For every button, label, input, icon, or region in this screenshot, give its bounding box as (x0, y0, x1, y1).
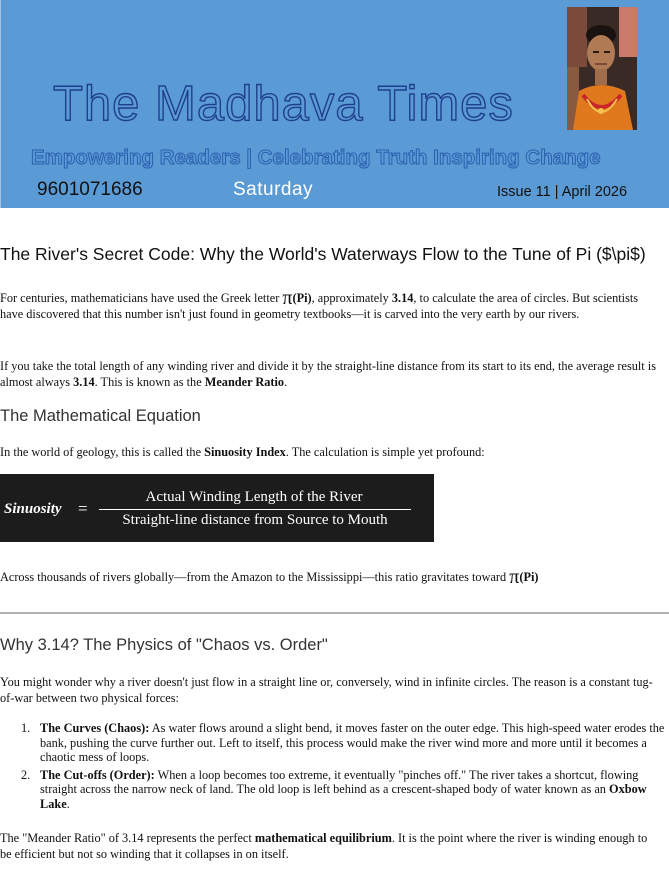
masthead-banner (0, 0, 669, 208)
list-item: 1. The Curves (Chaos): As water flows around a slight bend, it moves faster on the outer edge. This high-speed water erodes the bank, pushing the curve further out. Left to itself, this process would make the river wind more and more until it becomes a chaotic mess of loops. (21, 721, 665, 764)
fraction-bar (99, 509, 411, 510)
physics-intro-paragraph: You might wonder why a river doesn't just flow in a straight line or, conversely, wind in infinite circles. The reason is a constant tug-of-war between two physical forces: (0, 675, 653, 705)
issue-day: Saturday (233, 179, 314, 200)
section-heading-equation: The Mathematical Equation (0, 407, 201, 425)
sinuosity-formula (0, 474, 434, 542)
article-title: The River's Secret Code: Why the World's Waterways Flow to the Tune of Pi ($\pi$) (0, 244, 646, 264)
equilibrium-paragraph: The "Meander Ratio" of 3.14 represents the perfect mathematical equilibrium. It is the point where the river is winding enough to be efficient but not so winding that it collapses in on itself. (0, 831, 648, 861)
meander-ratio-paragraph: If you take the total length of any winding river and divide it by the straight-line distance from its start to its end, the average result is almost always 3.14. This is known as the Meander Ratio. (0, 359, 657, 389)
newspaper-masthead: The Madhava Times (53, 77, 514, 131)
formula-lhs: Sinuosity (4, 501, 62, 517)
issue-number-date: Issue 11 | April 2026 (497, 184, 628, 200)
contact-phone: 9601071686 (37, 179, 143, 200)
intro-paragraph: For centuries, mathematicians have used the Greek letter π(Pi), approximately 3.14, to calculate the area of circles. But scientists have discovered that this number isn't just found in geometry textbooks—it is carved into the very earth by our rivers. (0, 287, 639, 321)
pi-symbol: π (509, 566, 520, 588)
author-photo (567, 7, 637, 130)
formula-equals: = (78, 499, 88, 518)
sinuosity-paragraph: In the world of geology, this is called the Sinuosity Index. The calculation is simple yet profound: (0, 445, 485, 459)
pi-symbol: π (282, 287, 293, 309)
newspaper-tagline: Empowering Readers | Celebrating Truth Inspiring Change (31, 146, 601, 169)
global-rivers-paragraph: Across thousands of rivers globally—from the Amazon to the Mississippi—this ratio gravitates toward π(Pi) (0, 566, 539, 588)
formula-denominator: Straight-line distance from Source to Mouth (122, 512, 388, 528)
list-item: 2. The Cut-offs (Order): When a loop becomes too extreme, it eventually "pinches off." The river takes a shortcut, flowing straight across the narrow neck of land. The old loop is left behind as a crescent-shaped body of water known as an Oxbow Lake. (21, 767, 647, 811)
forces-list (0, 721, 669, 814)
section-divider (0, 612, 669, 614)
section-heading-physics: Why 3.14? The Physics of "Chaos vs. Order" (0, 636, 328, 654)
formula-numerator: Actual Winding Length of the River (145, 489, 363, 505)
